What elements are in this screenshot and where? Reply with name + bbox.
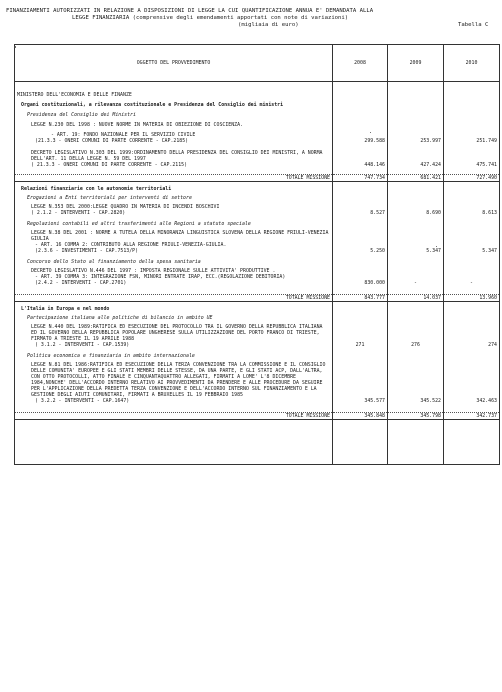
header-title-line1: FINANZIAMENTI AUTORIZZATI IN RELAZIONE A DISPOSIZIONI DI LEGGE LA CUI QUANTIFICAZIONE ANNUA E' DEMANDATA ALLA	[6, 8, 374, 14]
law-text: LEGGE N.353 DEL 2000:LEGGE QUADRO IN MATERIA DI INCENDI BOSCHIVI	[31, 204, 220, 210]
value-2010: 8.613	[444, 204, 500, 216]
section-title: Organi costituzionali, a rilevanza costituzionale e Presidenza del Consiglio dei ministri	[15, 102, 333, 108]
subsection-title: Regolazioni contabili ed altri trasferimenti alle Regioni a statuto speciale	[15, 221, 333, 227]
value-2009: 427.424	[388, 150, 444, 168]
table-row	[15, 204, 500, 216]
subsection-title: Presidenza del Consiglio dei Ministri	[15, 112, 333, 118]
table-row	[15, 122, 500, 144]
total-2010: 727.490	[444, 175, 500, 182]
law-text: LEGGE N.440 DEL 1989:RATIFICA ED ESECUZIONE DEL PROTOCOLLO TRA IL GOVERNO DELLA REPUBBLICA ITALIANA ED IL GOVERNO DELLA REPUBBLICA POPOLARE UNGHERESE SULLA UTILIZZAZIONE DEL PORTO FRANCO DI TRIESTE, FIRMATO A TRIESTE IL 19 APRILE 1988	[31, 324, 323, 342]
value-2010: 342.463	[444, 362, 500, 404]
table-header-row	[15, 45, 500, 82]
article-text: - ART. 39 COMMA 3: INTEGRAZIONE FSN, MINORI ENTRATE IRAP, ECC.(REGOLAZIONE DEBITORIA)	[35, 274, 286, 280]
scan-speck	[436, 246, 437, 247]
header-title-line2: LEGGE FINANZIARIA (comprensive degli emendamenti apportati con note di variazioni)	[72, 15, 349, 21]
total-label: TOTALE MISSIONE	[15, 413, 333, 420]
subsection-title: Politica economica e finanziaria in ambito internazionale	[15, 353, 333, 359]
article-text: - ART. 19: FONDO NAZIONALE PER IL SERVIZIO CIVILE	[51, 132, 196, 138]
chapter-text: (2.3.6 - INVESTIMENTI - CAP.7513/P)	[35, 248, 139, 254]
col-header-2010: 2010	[444, 45, 500, 82]
total-label: TOTALE MISSIONE	[15, 175, 333, 182]
law-text: DECRETO LEGISLATIVO N.446 DEL 1997 : IMPOSTA REGIONALE SULLE ATTIVITA' PRODUTTIVE .	[31, 268, 276, 274]
chapter-text: ( 2.1.2 - INTERVENTI - CAP.2820)	[31, 210, 126, 216]
total-2009: 681.421	[388, 175, 444, 182]
table-row	[15, 362, 500, 404]
total-2008: 747.734	[333, 175, 388, 182]
value-2008: 299.588	[333, 122, 388, 144]
total-2010: 13.960	[444, 295, 500, 302]
col-header-oggetto: OGGETTO DEL PROVVEDIMENTO	[15, 45, 333, 82]
law-text: LEGGE N.81 DEL 1986:RATIFICA ED ESECUZIONE DELLA TERZA CONVENZIONE TRA LA COMMISSIONE E IL CONSIGLIO DELLE COMUNITA' EUROPEE E GLI STATI MEMBRI DELLE STESSE, DA UNA PARTE, E GLI STATI ACP, DALL'ALTRA, CON OTTO PROTOCOLLI, ATTO FINALE E CINQUANTAQUATTRO ALLEGATI, FIRMATI A LOME' L'8 DICEMBRE 1984,NONCHE' DELL'ACCORDO INTERNO RELATIVO AI PROVVEDIMENTI DA PRENDERE E ALLE PROCEDURE DA SEGUIRE PER L'APPLICAZIONE DELLA PREDETTA TERZA CONVENZIONE E DELL'ACCORDO INTERNO SUL FINANZIAMENTO E LA GESTIONE DEGLI AIUTI COMUNITARI, FIRMATI A BRUXELLES IL 19 FEBBRAIO 1985	[31, 362, 326, 398]
chapter-text: (2.4.2 - INTERVENTI - CAP.2701)	[35, 280, 127, 286]
value-2008: 830.000	[333, 268, 388, 286]
law-text: LEGGE N.230 DEL 1998 : NUOVE NORME IN MATERIA DI OBIEZIONE DI COSCIENZA.	[31, 122, 243, 128]
value-2010: 251.749	[444, 122, 500, 144]
total-row	[15, 175, 500, 182]
subsection-title: Partecipazione italiana alle politiche di bilancio in ambito UE	[15, 315, 333, 321]
value-2010: 5.347	[444, 230, 500, 254]
chapter-text: ( 3.1.2 - INTERVENTI - CAP.1539)	[35, 342, 130, 348]
value-2009: -	[388, 268, 444, 286]
subsection-title: Concorso dello Stato al finanziamento della spesa sanitaria	[15, 259, 333, 265]
value-2010: 475.741	[444, 150, 500, 168]
value-2008: 271	[333, 324, 388, 348]
total-2008: 345.848	[333, 413, 388, 420]
table-row	[15, 268, 500, 286]
col-header-2009: 2009	[388, 45, 444, 82]
total-label: TOTALE MISSIONE	[15, 295, 333, 302]
total-row	[15, 413, 500, 420]
value-2010: 274	[444, 324, 500, 348]
total-2008: 843.777	[333, 295, 388, 302]
total-2009: 345.798	[388, 413, 444, 420]
table-row	[15, 150, 500, 168]
value-2009: 8.690	[388, 204, 444, 216]
section-title: L'Italia in Europa e nel mondo	[15, 306, 333, 312]
ministry-title: MINISTERO DELL'ECONOMIA E DELLE FINANZE	[15, 92, 333, 98]
col-header-2008: 2008	[333, 45, 388, 82]
chapter-text: ( 3.2.2 - INTERVENTI - CAP.1647)	[35, 398, 130, 404]
value-2010: -	[444, 268, 500, 286]
total-2009: 14.037	[388, 295, 444, 302]
law-text: LEGGE N.38 DEL 2001 : NORME A TUTELA DELLA MINORANZA LINGUISTICA SLOVENA DELLA REGIONE FRIULI-VENEZIA GIULIA	[31, 230, 329, 242]
article-text: - ART. 16 COMMA 2: CONTRIBUTO ALLA REGIONE FRIULI-VENEZIA-GIULIA.	[35, 242, 227, 248]
value-2008: 448.146	[333, 150, 388, 168]
value-2009: 5.347	[388, 230, 444, 254]
header-units: (migliaia di euro)	[238, 22, 299, 28]
scan-speck	[14, 46, 16, 48]
value-2009: 253.997	[388, 122, 444, 144]
table-row	[15, 230, 500, 254]
value-2008: 345.577	[333, 362, 388, 404]
scan-speck	[370, 132, 371, 133]
total-row	[15, 295, 500, 302]
table-label: Tabella C	[458, 22, 489, 28]
table-row	[15, 324, 500, 348]
value-2008: 5.250	[333, 230, 388, 254]
chapter-text: ( 21.3.3 - ONERI COMUNI DI PARTE CORRENTE - CAP.2115)	[31, 162, 188, 168]
value-2009: 345.522	[388, 362, 444, 404]
subsection-title: Erogazioni a Enti territoriali per interventi di settore	[15, 195, 333, 201]
value-2008: 8.527	[333, 204, 388, 216]
chapter-text: (21.3.3 - ONERI COMUNI DI PARTE CORRENTE - CAP.2185)	[35, 138, 189, 144]
law-text: DECRETO LEGISLATIVO N.303 DEL 1999:ORDINAMENTO DELLA PRESIDENZA DEL CONSIGLIO DEI MINISTRI, A NORMA DELL'ART. 11 DELLA LEGGE N. 59 DEL 1997	[31, 150, 323, 162]
value-2009: 276	[388, 324, 444, 348]
appropriations-table	[14, 44, 500, 465]
section-title: Relazioni finanziarie con le autonomie territoriali	[15, 186, 333, 192]
total-2010: 342.737	[444, 413, 500, 420]
document-header	[6, 8, 496, 43]
